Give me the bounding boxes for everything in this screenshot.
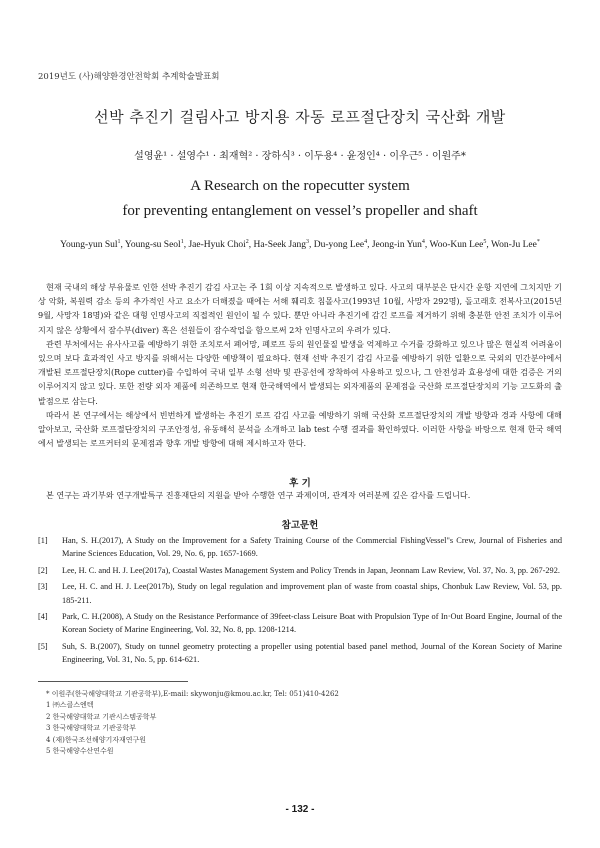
title-english-line-2: for preventing entanglement on vessel’s propeller and shaft <box>122 203 478 219</box>
reference-item: [2] Lee, H. C. and H. J. Lee(2017a), Coastal Wastes Management System and Policy Trends in Japan, Jeonnam Law Review, Vol. 37, No. 3, pp. 267-292. <box>38 565 560 575</box>
body-paragraph: 현재 국내의 해상 부유물로 인한 선박 추진기 감김 사고는 주 1회 이상 지속적으로 발생하고 있다. 사고의 대부분은 단시간 운항 지연에 그치지만 기상 악화, 복원력 감소 등의 추가적인 사고 요소가 더해졌을 때에는 서해 훼리호 침몰사고(1993년 10월, 사망자 292명), 돌고래호 전복사고(2015년 9월, 사망자 18명)와 같은 대형 인명사고의 직접적인 원인이 될 수 있다. 뿐만 아니라 추진기에 감긴 로프를 제거하기 위해 충분한 안전 조치가 이루어지지 않은 상황에서 잠수부(diver) 혹은 선원들이 잠수작업을 함으로써 2차 인명사고의 우려가 있다. <box>38 282 562 335</box>
acknowledgement-text: 본 연구는 과기부와 연구개발특구 진흥재단의 지원을 받아 수행한 연구 과제이며, 관계자 여러분께 깊은 감사를 드립니다. <box>46 490 471 500</box>
acknowledgement-heading: 후 기 <box>289 478 311 489</box>
references-heading: 참고문헌 <box>281 520 319 531</box>
authors-korean: 설영윤¹ · 설영수¹ · 최재혁² · 장하식³ · 이두용⁴ · 윤정인⁴ · 이우근⁵ · 이원주* <box>134 151 466 162</box>
reference-item: [1] Han, S. H.(2017), A Study on the Improvement for a Safety Training Course of the Commercial FishingVessel"s Crew, Journal of Fisheries and Marine Sciences Education, Vol. 29, No. 6, pp. 1657-1669. <box>38 536 562 559</box>
body-paragraph: 관련 부처에서는 유사사고를 예방하기 위한 조치로서 폐어망, 폐로프 등의 원인물질 발생을 억제하고 수거를 강화하고 있으나 많은 현실적 어려움이 있으며 보다 효과적인 사고 방지를 위해서는 다양한 예방책이 필요하다. 현재 선박 추진기 감김 사고를 예방하기 위한 일환으로 국외의 민간분야에서 개발된 로프절단장치(Rope cutter)를 수입하여 국내 일부 소형 선박 및 관공선에 장착하여 사용하고 있으나, 그 안전성과 효용성에 대한 검증은 거의 이루어지지 않고 있다. 또한 전량 외자 제품에 의존하므로 현재 한국해역에서 발생되는 외자제품의 문제점을 국산화 로프절단장치의 기능 고도화의 출발점으로 삼는다. <box>38 338 562 406</box>
footnote: 3 한국해양대학교 기관공학부 <box>46 724 137 733</box>
reference-list <box>38 534 562 670</box>
page-number: - 132 - <box>285 804 315 815</box>
author: Woo-Kun Lee$^5$, <box>429 239 491 251</box>
author: Jeong-in Yun$^4$, <box>371 239 430 251</box>
conference-header: 2019년도 (사)해양환경안전학회 추계학술발표회 <box>38 72 220 82</box>
author: Won-Ju Lee* <box>490 239 540 251</box>
reference-item: [4] Park, C. H.(2008), A Study on the Resistance Performance of 39feet-class Leisure Boat with Propulsion Type of In·Out Board Engine, Journal of the Korean Society of Marine Engineering, Vol. 32, No. 8, pp. 1208-1214. <box>38 612 562 635</box>
footnotes <box>46 689 339 757</box>
author: Ha-Seek Jang$^3$, <box>253 239 314 251</box>
author: Young-su Seol$^1$, <box>124 239 189 251</box>
footnote: 4 (재)한국조선해양기자재연구원 <box>46 735 147 744</box>
main-body <box>38 280 562 450</box>
footnote: 2 한국해양대학교 기관시스템공학부 <box>46 712 157 721</box>
footnote: 5 한국해양수산연수원 <box>46 747 114 756</box>
reference-item: [3] Lee, H. C. and H. J. Lee(2017b), Study on legal regulation and improvement plan of waste from coastal ships, Chonbuk Law Review, Vol. 53, pp. 185-211. <box>38 582 562 605</box>
reference-item: [5] Suh, S. B.(2007), Study on tunnel geometry protecting a propeller using potential based panel method, Journal of the Korean Society of Marine Engineering, Vol. 31, No. 5, pp. 614-621. <box>38 641 562 665</box>
authors-english <box>40 234 560 254</box>
author: Young-yun Sul$^1$, <box>60 239 125 251</box>
author: Du-yong Lee$^4$, <box>313 239 372 251</box>
footnote: 1 ㈜스클스엔텍 <box>46 701 94 710</box>
title-english-line-1: A Research on the ropecutter system <box>190 178 410 194</box>
body-paragraph: 따라서 본 연구에서는 해상에서 빈번하게 발생하는 추진기 로프 감김 사고를 예방하기 위해 국산화 로프절단장치의 개발 방향과 경과 사항에 대해 알아보고, 국산화 로프절단장치의 구조안정성, 유동해석 분석을 소개하고 lab test 수행 결과를 확인하였다. 이러한 사항을 바탕으로 현재 한국 해역에서 발생되는 로프커터의 문제점과 향후 개발 방향에 대해 제시하고자 한다. <box>38 409 562 449</box>
title-korean: 선박 추진기 걸림사고 방지용 자동 로프절단장치 국산화 개발 <box>94 108 506 126</box>
footnote: * 이원주(한국해양대학교 기관공학부),E-mail: skywonju@kmou.ac.kr, Tel: 051)410-4262 <box>46 690 339 698</box>
footnote-divider <box>38 681 188 682</box>
author: Jae-Hyuk Choi$^2$, <box>188 239 254 251</box>
